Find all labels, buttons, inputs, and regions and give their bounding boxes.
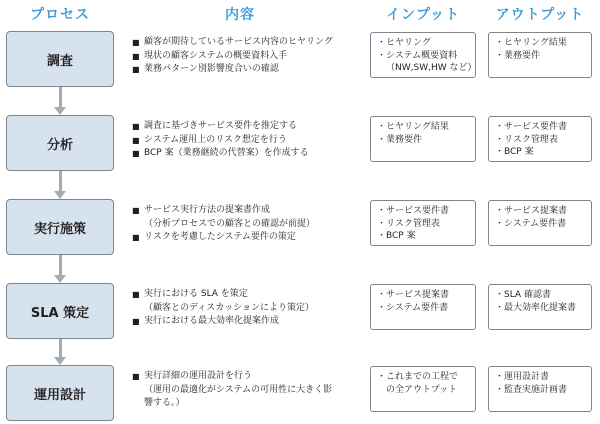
content-item <box>132 120 368 134</box>
step-label: 分析 <box>46 137 73 153</box>
input-box <box>370 200 476 246</box>
content-item <box>132 384 368 398</box>
content-item <box>132 218 368 232</box>
step-label: 調査 <box>46 53 73 69</box>
output-text: サービス提案書 <box>504 206 568 216</box>
output-item <box>495 146 587 159</box>
square-bullet-icon: ■ <box>132 122 140 131</box>
input-item <box>377 371 471 384</box>
output-box <box>488 32 592 78</box>
output-box <box>488 284 592 330</box>
down-arrow-icon <box>56 339 64 365</box>
input-text: リスク管理表 <box>386 218 440 229</box>
content-text: （運用の最適化がシステムの可用性に大きく影 <box>144 384 333 395</box>
output-text: 監査実施計画書 <box>504 384 568 395</box>
square-bullet-icon: ■ <box>132 135 140 145</box>
input-item <box>377 302 471 315</box>
dot-bullet-icon: ・ <box>377 38 387 48</box>
dot-bullet-icon: ・ <box>377 122 387 132</box>
step-label: 実行施策 <box>33 221 86 237</box>
content-text: 調査に基づきサービス要件を推定する <box>144 121 298 131</box>
input-item <box>377 218 471 231</box>
input-text: ヒヤリング <box>386 38 431 48</box>
dot-bullet-icon: ・ <box>377 218 387 229</box>
square-bullet-icon: ■ <box>132 290 140 299</box>
input-box <box>370 284 476 330</box>
input-box <box>370 366 476 412</box>
dot-bullet-icon: ・ <box>495 206 505 216</box>
output-item <box>495 37 587 50</box>
square-bullet-icon: ■ <box>132 206 140 215</box>
square-bullet-icon: ■ <box>132 65 140 74</box>
dot-bullet-icon: ・ <box>495 122 505 132</box>
arrow-shaft <box>59 171 62 192</box>
content-item <box>132 204 368 218</box>
output-item <box>495 384 587 397</box>
output-item <box>495 205 587 218</box>
output-box <box>488 116 592 162</box>
input-text: システム概要資料 <box>386 50 458 61</box>
content-item <box>132 63 368 77</box>
header-output: アウトプット <box>495 7 585 23</box>
input-item <box>377 289 471 302</box>
dot-bullet-icon: ・ <box>377 372 387 382</box>
dot-bullet-icon: ・ <box>495 147 505 157</box>
content-text: 顧客が期待しているサービス内容のヒヤリング <box>144 37 333 47</box>
arrow-head <box>54 275 66 283</box>
dot-bullet-icon: ・ <box>377 231 387 241</box>
input-text: システム要件書 <box>386 302 449 313</box>
down-arrow-icon <box>56 255 64 283</box>
down-arrow-icon <box>56 87 64 115</box>
output-text: BCP 案 <box>504 147 534 157</box>
content-text: 実行詳細の運用設計を行う <box>144 371 253 381</box>
output-text: 運用設計書 <box>504 372 550 382</box>
input-text: サービス要件書 <box>386 206 450 216</box>
input-text: BCP 案 <box>386 231 416 241</box>
content-item <box>132 370 368 384</box>
input-box <box>370 116 476 162</box>
arrow-head <box>54 107 66 115</box>
square-bullet-icon: ■ <box>132 149 140 158</box>
input-text: の全アウトプット <box>386 384 458 395</box>
input-item <box>377 134 471 147</box>
content-text: 現状の顧客システムの概要資料入手 <box>144 50 288 61</box>
square-bullet-icon: ■ <box>132 317 140 326</box>
step-label: 運用設計 <box>33 387 86 403</box>
content-text: 実行における SLA を策定 <box>144 289 248 299</box>
input-item <box>377 205 471 218</box>
content-text: 業務パターン別影響度合いの確認 <box>144 64 279 74</box>
content-item <box>132 134 368 148</box>
step-box <box>6 283 114 339</box>
dot-bullet-icon: ・ <box>495 218 505 229</box>
dot-bullet-icon: ・ <box>377 302 387 313</box>
output-text: システム要件書 <box>504 218 567 229</box>
output-item <box>495 134 587 147</box>
dot-bullet-icon: ・ <box>495 50 505 61</box>
content-text: 響する。） <box>144 398 185 408</box>
dot-bullet-icon: ・ <box>495 290 505 300</box>
content-text: BCP 案（業務継続の代替案）を作成する <box>144 148 309 158</box>
input-item <box>377 62 477 75</box>
content-text: リスクを考慮したシステム要件の策定 <box>144 232 296 242</box>
arrow-shaft <box>59 255 62 276</box>
input-item <box>377 50 471 63</box>
square-bullet-icon: ■ <box>132 233 140 242</box>
step-content <box>132 288 368 329</box>
output-item <box>495 50 587 63</box>
step-box <box>6 199 114 255</box>
input-text: サービス提案書 <box>386 290 450 300</box>
content-text: サービス実行方法の提案書作成 <box>144 205 271 215</box>
input-text: 業務要件 <box>386 134 423 145</box>
step-content <box>132 370 368 411</box>
content-text: システム運用上のリスク想定を行う <box>144 134 287 145</box>
content-item <box>132 36 368 50</box>
step-content <box>132 120 368 161</box>
output-text: 業務要件 <box>504 50 541 61</box>
step-box <box>6 31 114 87</box>
output-item <box>495 289 587 302</box>
dot-bullet-icon: ・ <box>495 384 505 395</box>
input-box <box>370 32 476 78</box>
header-input: インプット <box>385 7 461 23</box>
square-bullet-icon: ■ <box>132 372 140 381</box>
content-item <box>132 302 368 316</box>
dot-bullet-icon: ・ <box>495 372 505 382</box>
output-text: ヒヤリング結果 <box>504 38 567 48</box>
dot-bullet-icon: ・ <box>377 290 387 300</box>
header-content: 内容 <box>225 7 255 23</box>
input-item <box>377 121 471 134</box>
content-text: 実行における最大効率化提案作成 <box>144 316 280 326</box>
content-text: （顧客とのディスカッションにより策定） <box>144 302 315 313</box>
dot-bullet-icon: ・ <box>377 206 387 216</box>
content-item <box>132 288 368 302</box>
arrow-shaft <box>59 87 62 108</box>
output-item <box>495 121 587 134</box>
square-bullet-icon: ■ <box>132 38 140 47</box>
output-text: SLA 確認書 <box>504 290 551 300</box>
dot-bullet-icon: ・ <box>495 134 505 145</box>
input-text: これまでの工程で <box>386 372 459 382</box>
dot-bullet-icon: ・ <box>495 302 505 313</box>
square-bullet-icon: ■ <box>132 51 140 61</box>
step-label: SLA 策定 <box>30 305 90 321</box>
step-content <box>132 204 368 245</box>
header-process: プロセス <box>30 7 90 23</box>
output-text: 最大効率化提案書 <box>504 302 577 313</box>
input-item <box>377 230 471 243</box>
dot-bullet-icon: ・ <box>377 50 387 61</box>
dot-bullet-icon: ・ <box>495 38 505 48</box>
output-box <box>488 366 592 412</box>
content-item <box>132 231 368 245</box>
output-text: リスク管理表 <box>504 134 558 145</box>
content-item <box>132 50 368 64</box>
step-box <box>6 365 114 421</box>
output-item <box>495 371 587 384</box>
input-text: （NW,SW,HW など） <box>386 63 477 73</box>
arrow-shaft <box>59 339 62 358</box>
content-item <box>132 397 368 411</box>
content-item <box>132 315 368 329</box>
output-box <box>488 200 592 246</box>
step-content <box>132 36 368 77</box>
input-item <box>377 384 471 397</box>
content-text: （分析プロセスでの顧客との確認が前提） <box>144 218 316 229</box>
output-item <box>495 302 587 315</box>
arrow-head <box>54 191 66 199</box>
arrow-head <box>54 357 66 365</box>
input-text: ヒヤリング結果 <box>386 122 449 132</box>
dot-bullet-icon: ・ <box>377 134 387 145</box>
input-item <box>377 37 471 50</box>
output-text: サービス要件書 <box>504 122 568 132</box>
content-item <box>132 147 368 161</box>
step-box <box>6 115 114 171</box>
output-item <box>495 218 587 231</box>
down-arrow-icon <box>56 171 64 199</box>
